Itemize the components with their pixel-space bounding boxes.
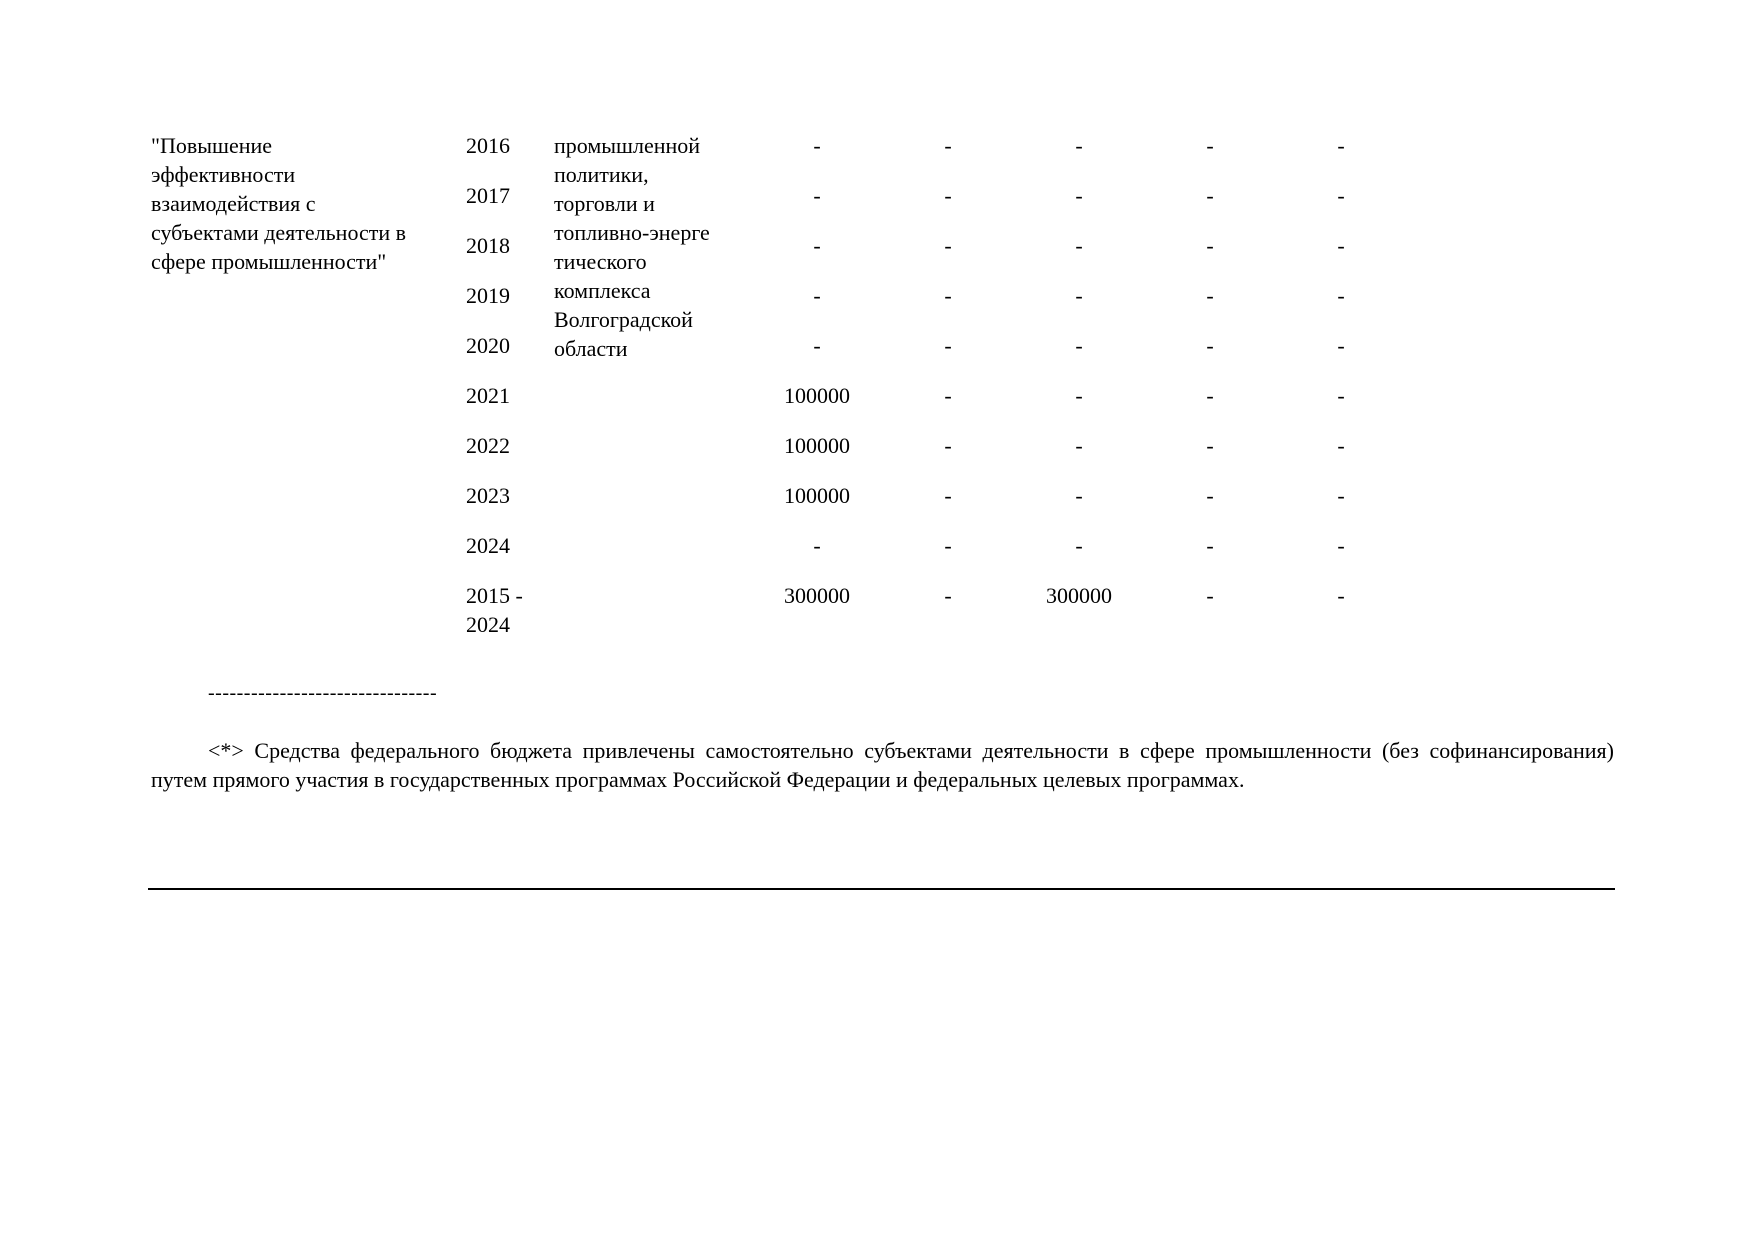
value-cell: - — [1206, 333, 1214, 358]
value-cell: - — [1075, 183, 1083, 208]
value-cell: - — [944, 533, 952, 558]
table-row — [0, 281, 1754, 310]
year-cell: 2022 — [466, 433, 510, 458]
value-cell: - — [1337, 433, 1345, 458]
value-cell: - — [944, 583, 952, 608]
value-cell: - — [1337, 133, 1345, 158]
value-cell: - — [1206, 533, 1214, 558]
value-cell: - — [813, 533, 821, 558]
value-cell: - — [813, 233, 821, 258]
value-cell: 100000 — [784, 383, 850, 408]
year-cell: 2016 — [466, 133, 510, 158]
year-range-cell: 2015 - 2024 — [466, 583, 523, 637]
value-cell: - — [813, 133, 821, 158]
value-cell: 100000 — [784, 433, 850, 458]
value-cell: - — [1337, 533, 1345, 558]
value-cell: - — [1075, 483, 1083, 508]
value-cell: - — [1075, 283, 1083, 308]
value-cell: - — [1075, 433, 1083, 458]
value-cell: - — [1337, 383, 1345, 408]
year-cell: 2019 — [466, 283, 510, 308]
value-cell: - — [944, 133, 952, 158]
value-cell: - — [944, 183, 952, 208]
value-cell: - — [1206, 433, 1214, 458]
value-cell: - — [1337, 183, 1345, 208]
value-cell: - — [1206, 383, 1214, 408]
table-row — [0, 331, 1754, 360]
value-cell: - — [1206, 233, 1214, 258]
value-cell: - — [1206, 283, 1214, 308]
value-cell: 300000 — [1046, 583, 1112, 608]
value-cell: - — [1075, 333, 1083, 358]
horizontal-rule — [148, 888, 1615, 890]
value-cell: - — [944, 333, 952, 358]
value-cell: - — [944, 433, 952, 458]
value-cell: - — [1075, 533, 1083, 558]
value-cell: 100000 — [784, 483, 850, 508]
value-cell: - — [813, 333, 821, 358]
year-cell: 2018 — [466, 233, 510, 258]
value-cell: - — [1337, 583, 1345, 608]
footnote-text: <*> Средства федерального бюджета привлечены самостоятельно субъектами деятельности в сфере промышленности (без софинансирования) путем прямого участия в государственных программах Российской Федерации и федеральных целевых программах. — [151, 738, 1614, 792]
year-cell: 2020 — [466, 333, 510, 358]
footnote-separator: -------------------------------- — [208, 682, 438, 704]
value-cell: - — [944, 483, 952, 508]
table-row — [0, 431, 1754, 460]
value-cell: - — [813, 183, 821, 208]
year-cell: 2024 — [466, 533, 510, 558]
value-cell: - — [1206, 183, 1214, 208]
year-cell: 2021 — [466, 383, 510, 408]
table-row-total — [0, 581, 1754, 637]
value-cell: - — [1337, 483, 1345, 508]
table-row — [0, 131, 1754, 160]
executor-name: промышленной политики, торговли и топливно-энерге тического комплекса Волгоградской области — [554, 133, 710, 361]
value-cell: - — [944, 283, 952, 308]
value-cell: - — [1337, 333, 1345, 358]
value-cell: - — [1075, 133, 1083, 158]
value-cell: 300000 — [784, 583, 850, 608]
program-name: "Повышение эффективности взаимодействия с субъектами деятельности в сфере промышленности" — [151, 133, 407, 274]
value-cell: - — [813, 283, 821, 308]
value-cell: - — [1075, 233, 1083, 258]
value-cell: - — [1206, 583, 1214, 608]
table-row — [0, 381, 1754, 410]
value-cell: - — [1337, 233, 1345, 258]
table-row — [0, 231, 1754, 260]
value-cell: - — [1337, 283, 1345, 308]
table-row — [0, 481, 1754, 510]
year-cell: 2017 — [466, 183, 510, 208]
value-cell: - — [944, 233, 952, 258]
value-cell: - — [1206, 133, 1214, 158]
value-cell: - — [1206, 483, 1214, 508]
table-row — [0, 181, 1754, 210]
year-cell: 2023 — [466, 483, 510, 508]
value-cell: - — [944, 383, 952, 408]
table-row — [0, 531, 1754, 560]
value-cell: - — [1075, 383, 1083, 408]
